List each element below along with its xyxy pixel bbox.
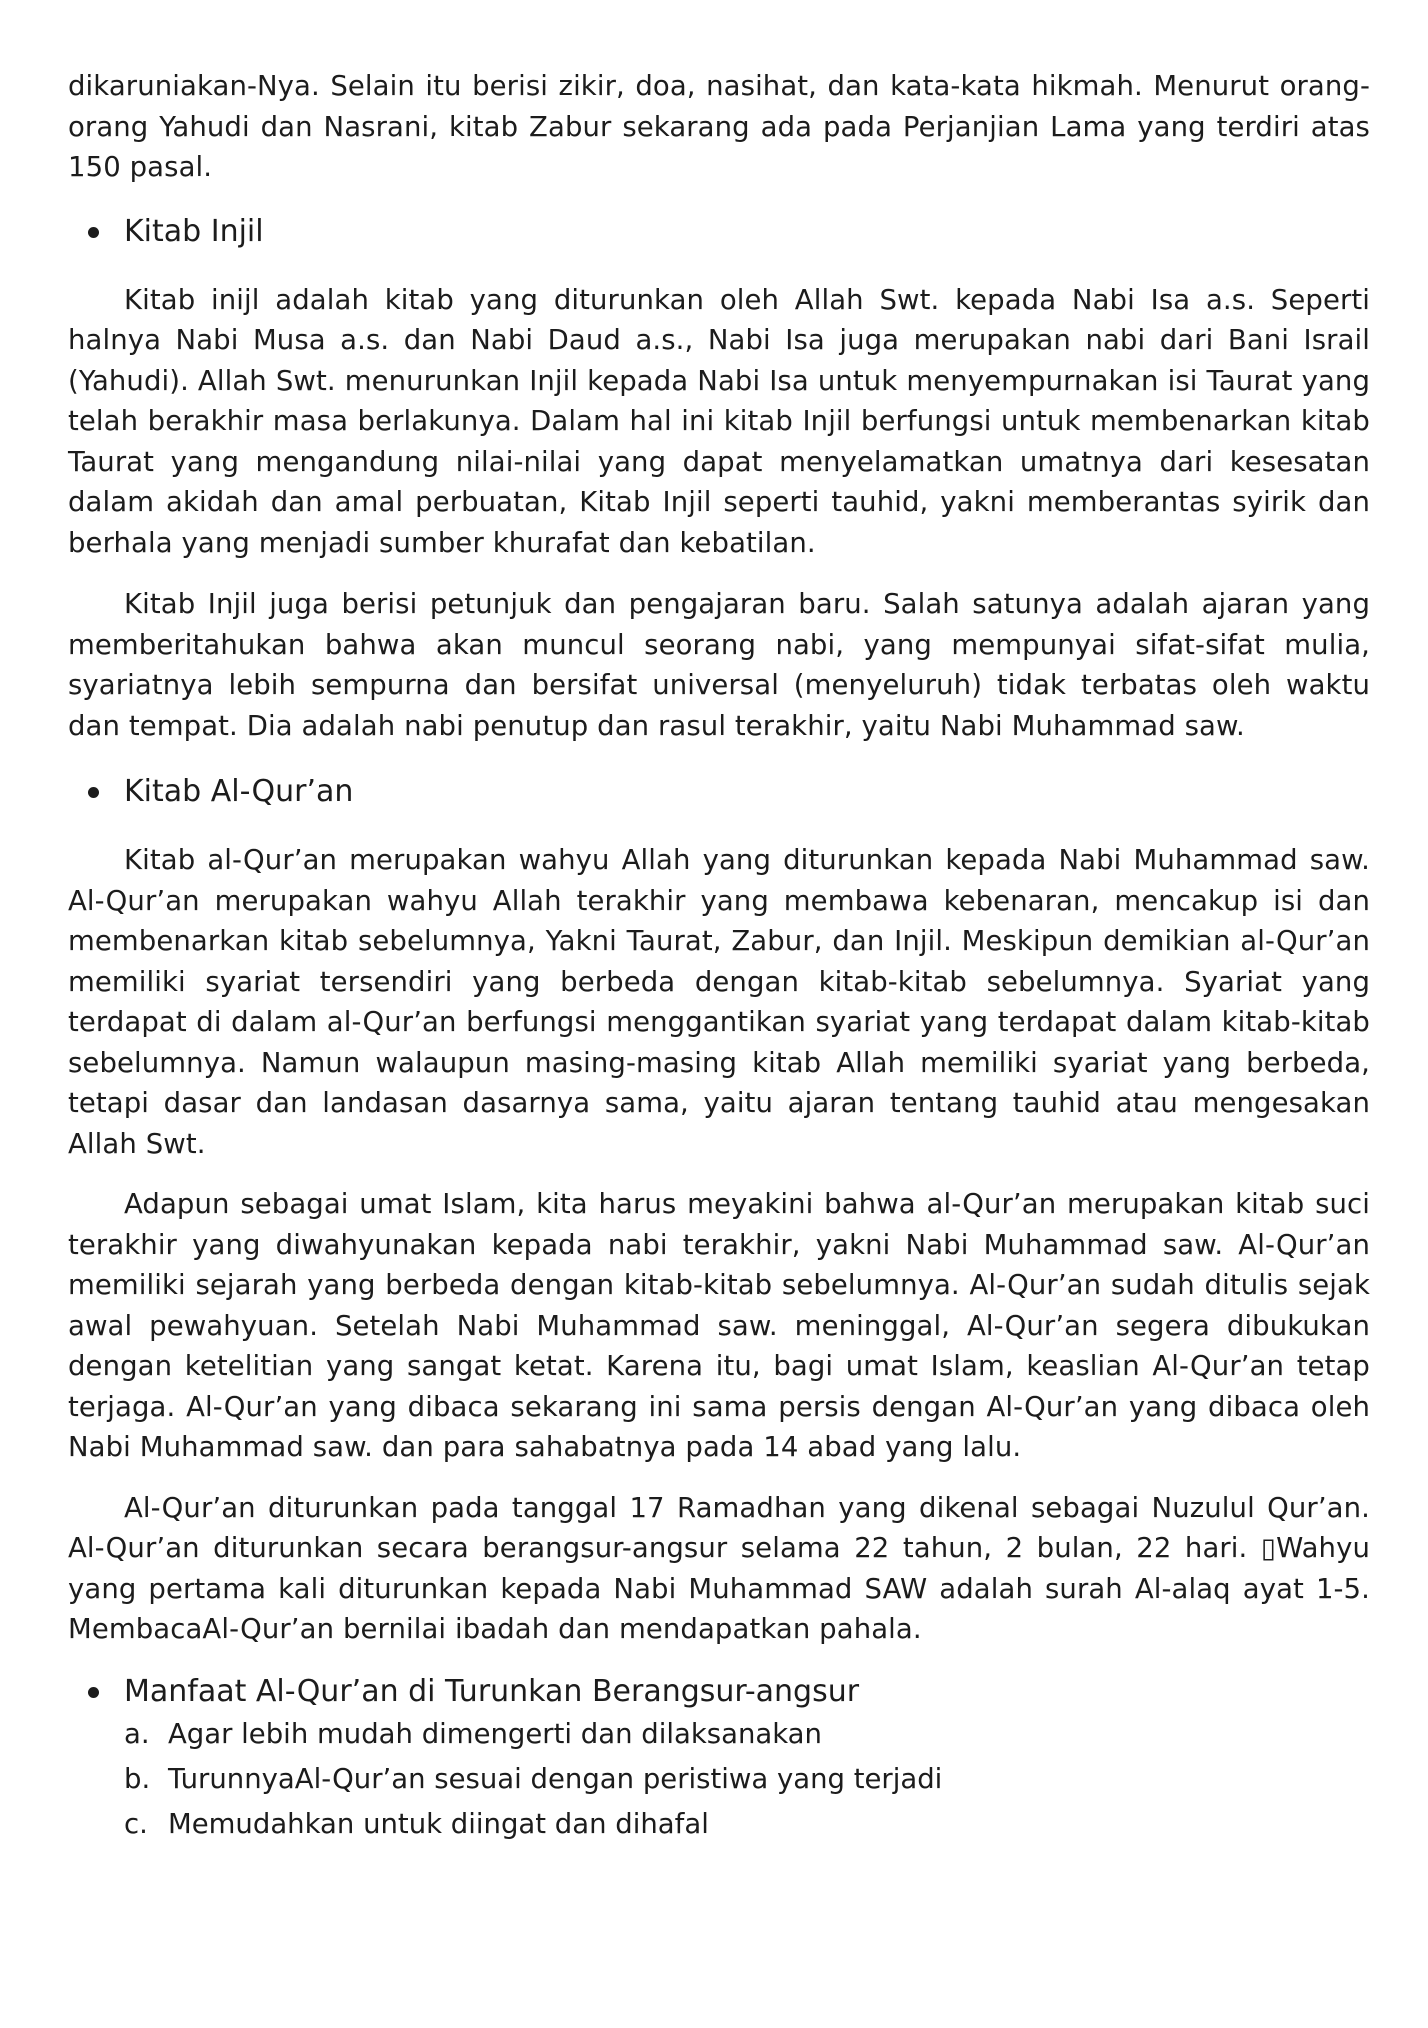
list-item-text: Agar lebih mudah dimengerti dan dilaksanakan	[168, 1717, 822, 1750]
injil-paragraph-1: Kitab inijl adalah kitab yang diturunkan oleh Allah Swt. kepada Nabi Isa a.s. Seperti halnya Nabi Musa a.s. dan Nabi Daud a.s., Nabi Isa juga merupakan nabi dari Bani Israil (Yahudi). Allah Swt. menurunkan Injil kepada Nabi Isa untuk menyempurnakan isi Taurat yang telah berakhir masa berlakunya. Dalam hal ini kitab Injil berfungsi untuk membenarkan kitab Taurat yang mengandung nilai-nilai yang dapat menyelamatkan umatnya dari kesesatan dalam akidah dan amal perbuatan, Kitab Injil seperti tauhid, yakni memberantas syirik dan berhala yang menjadi sumber khurafat dan kebatilan.	[68, 283, 1370, 559]
list-item	[68, 1802, 1370, 1847]
list-marker: b.	[124, 1762, 151, 1795]
section-heading-quran-text: Kitab Al-Qur’an	[124, 774, 354, 809]
injil-paragraph-2: Kitab Injil juga berisi petunjuk dan pengajaran baru. Salah satunya adalah ajaran yang memberitahukan bahwa akan muncul seorang nabi, yang mempunyai sifat-sifat mulia, syariatnya lebih sempurna dan bersifat universal (menyeluruh) tidak terbatas oleh waktu dan tempat. Dia adalah nabi penutup dan rasul terakhir, yaitu Nabi Muhammad saw.	[68, 588, 1370, 742]
section-heading-manfaat-text: Manfaat Al-Qur’an di Turunkan Berangsur-angsur	[124, 1673, 860, 1709]
bullet-dot-icon	[88, 787, 99, 798]
quran-paragraph-3: Al-Qur’an diturunkan pada tanggal 17 Ramadhan yang dikenal sebagai Nuzulul Qur’an. Al-Qur’an diturunkan secara berangsur-angsur selama 22 tahun, 2 bulan, 22 hari. ▯Wahyu yang pertama kali diturunkan kepada Nabi Muhammad SAW adalah surah Al-alaq ayat 1-5. MembacaAl-Qur’an bernilai ibadah dan mendapatkan pahala.	[68, 1491, 1370, 1645]
list-marker: a.	[124, 1717, 150, 1750]
intro-paragraph: dikaruniakan-Nya. Selain itu berisi zikir, doa, nasihat, dan kata-kata hikmah. Menurut orang-orang Yahudi dan Nasrani, kitab Zabur sekarang ada pada Perjanjian Lama yang terdiri atas 150 pasal.	[68, 70, 1370, 183]
section-heading-injil-text: Kitab Injil	[124, 213, 264, 249]
document-page	[68, 66, 1370, 1847]
list-item	[68, 1757, 1370, 1802]
section-heading-quran	[68, 772, 1370, 812]
section-heading-manfaat	[68, 1672, 1370, 1712]
quran-paragraph-2: Adapun sebagai umat Islam, kita harus meyakini bahwa al-Qur’an merupakan kitab suci terakhir yang diwahyunakan kepada nabi terakhir, yakni Nabi Muhammad saw. Al-Qur’an memiliki sejarah yang berbeda dengan kitab-kitab sebelumnya. Al-Qur’an sudah ditulis sejak awal pewahyuan. Setelah Nabi Muhammad saw. meninggal, Al-Qur’an segera dibukukan dengan ketelitian yang sangat ketat. Karena itu, bagi umat Islam, keaslian Al-Qur’an tetap terjaga. Al-Qur’an yang dibaca sekarang ini sama persis dengan Al-Qur’an yang dibaca oleh Nabi Muhammad saw. dan para sahabatnya pada 14 abad yang lalu.	[68, 1188, 1370, 1463]
manfaat-list	[68, 1712, 1370, 1847]
section-heading-injil	[68, 212, 1370, 252]
list-item	[68, 1712, 1370, 1757]
list-marker: c.	[124, 1807, 148, 1840]
list-item-text: Memudahkan untuk diingat dan dihafal	[168, 1807, 709, 1840]
list-item-text: TurunnyaAl-Qur’an sesuai dengan peristiwa yang terjadi	[168, 1762, 943, 1795]
quran-paragraph-1: Kitab al-Qur’an merupakan wahyu Allah yang diturunkan kepada Nabi Muhammad saw. Al-Qur’an merupakan wahyu Allah terakhir yang membawa kebenaran, mencakup isi dan membenarkan kitab sebelumnya, Yakni Taurat, Zabur, dan Injil. Meskipun demikian al-Qur’an memiliki syariat tersendiri yang berbeda dengan kitab-kitab sebelumnya. Syariat yang terdapat di dalam al-Qur’an berfungsi menggantikan syariat yang terdapat dalam kitab-kitab sebelumnya. Namun walaupun masing-masing kitab Allah memiliki syariat yang berbeda, tetapi dasar dan landasan dasarnya sama, yaitu ajaran tentang tauhid atau mengesakan Allah Swt.	[68, 844, 1370, 1160]
bullet-dot-icon	[88, 227, 99, 238]
bullet-dot-icon	[88, 1687, 99, 1698]
